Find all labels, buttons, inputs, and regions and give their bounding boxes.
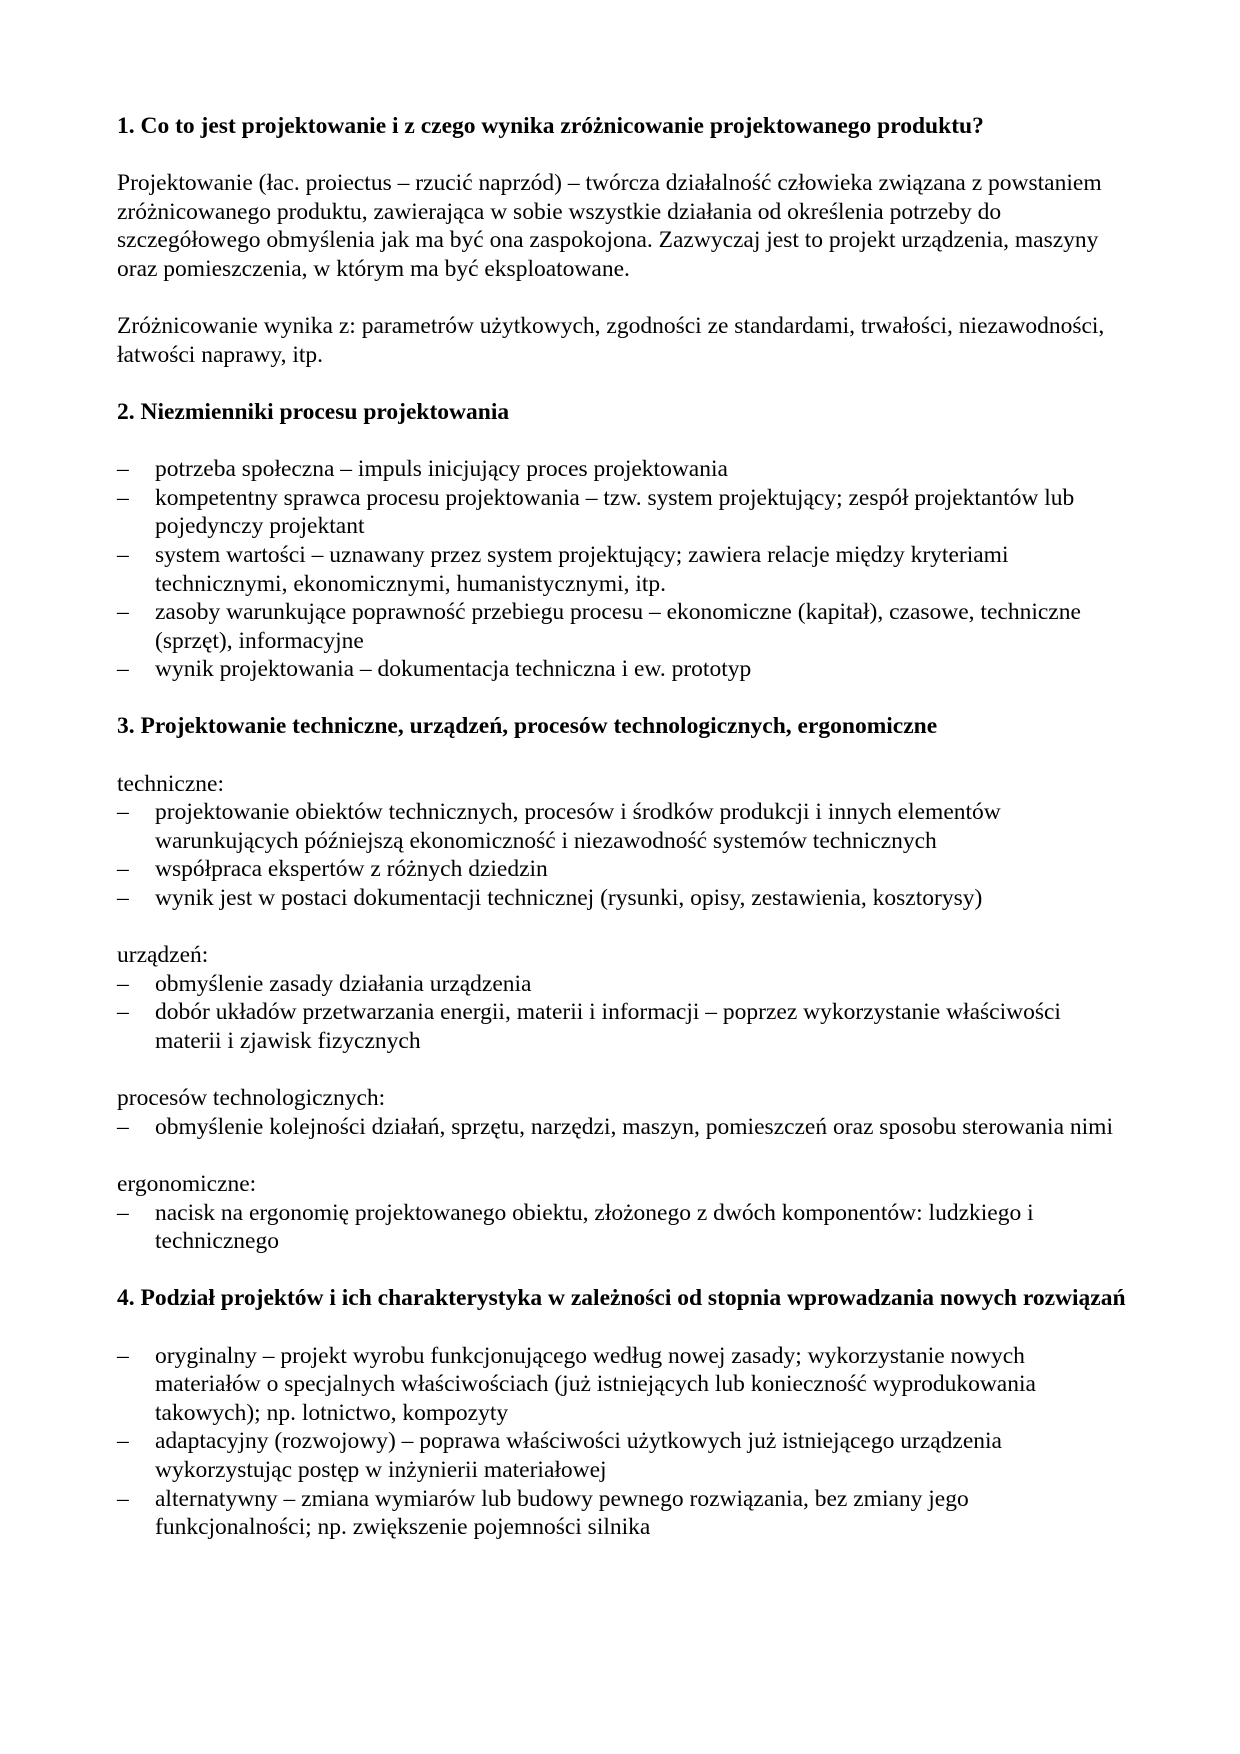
dash-bullet: – (117, 1113, 129, 1140)
list-item-text: wynik projektowania – dokumentacja techniczna i ew. prototyp (155, 656, 752, 683)
list-item-text: zasoby warunkujące poprawność przebiegu procesu – ekonomiczne (kapitał), czasowe, techniczne (sprzęt), informacyjne (155, 599, 1081, 654)
list-item-text: kompetentny sprawca procesu projektowania – tzw. system projektujący; zespół projektantów lub pojedynczy projektant (155, 484, 1075, 540)
dash-bullet: – (117, 1485, 129, 1512)
section-1-differentiation: Zróżnicowanie wynika z: parametrów użytkowych, zgodności ze standardami, trwałości, niezawodności, łatwości naprawy, itp. (117, 313, 1105, 368)
group-list-ergonomiczne (117, 1199, 1127, 1256)
list-item (117, 970, 1127, 999)
dash-bullet: – (117, 1342, 129, 1369)
list-item (117, 1199, 1127, 1256)
list-item-text: obmyślenie kolejności działań, sprzętu, narzędzi, maszyn, pomieszczeń oraz sposobu sterowania nimi (155, 1113, 1113, 1140)
list-item-text: dobór układów przetwarzania energii, materii i informacji – poprzez wykorzystanie właściwości materii i zjawisk fizycznych (155, 999, 1061, 1054)
section-4-list (117, 1342, 1127, 1542)
list-item-text: alternatywny – zmiana wymiarów lub budowy pewnego rozwiązania, bez zmiany jego funkcjonalności; np. zwiększenie pojemności silnika (155, 1485, 969, 1541)
group-label-ergonomiczne: ergonomiczne: (117, 1170, 257, 1197)
dash-bullet: – (117, 656, 129, 683)
list-item (117, 655, 1127, 684)
dash-bullet: – (117, 484, 129, 511)
group-label-urzadzen: urządzeń: (117, 942, 209, 969)
group-list-urzadzen (117, 970, 1127, 1056)
list-item (117, 1342, 1127, 1428)
list-item (117, 855, 1127, 884)
dash-bullet: – (117, 1199, 129, 1226)
section-4-heading: 4. Podział projektów i ich charakterystyka w zależności od stopnia wprowadzania nowych rozwiązań (117, 1285, 1126, 1312)
list-item-text: wynik jest w postaci dokumentacji technicznej (rysunki, opisy, zestawienia, kosztorysy) (155, 885, 983, 912)
list-item (117, 455, 1127, 484)
list-item-text: potrzeba społeczna – impuls inicjujący proces projektowania (155, 456, 728, 483)
list-item (117, 998, 1127, 1055)
dash-bullet: – (117, 799, 129, 826)
dash-bullet: – (117, 970, 129, 997)
list-item (117, 798, 1127, 855)
section-1-heading: 1. Co to jest projektowanie i z czego wynika zróżnicowanie projektowanego produktu? (117, 113, 984, 139)
section-3-heading: 3. Projektowanie techniczne, urządzeń, procesów technologicznych, ergonomiczne (117, 713, 938, 740)
dash-bullet: – (117, 999, 129, 1026)
list-item (117, 1427, 1127, 1484)
list-item (117, 598, 1127, 655)
list-item (117, 484, 1127, 541)
dash-bullet: – (117, 856, 129, 883)
list-item-text: obmyślenie zasady działania urządzenia (155, 970, 532, 997)
dash-bullet: – (117, 1428, 129, 1455)
list-item-text: system wartości – uznawany przez system projektujący; zawiera relacje między kryteriami technicznymi, ekonomicznymi, humanistycznymi, itp. (155, 541, 1009, 597)
list-item-text: projektowanie obiektów technicznych, procesów i środków produkcji i innych elementów warunkujących późniejszą ekonomiczność i niezawodność systemów technicznych (155, 799, 1001, 854)
dash-bullet: – (117, 541, 129, 568)
list-item (117, 884, 1127, 913)
document-body (117, 112, 1127, 1570)
list-item (117, 541, 1127, 598)
section-1-definition: Projektowanie (łac. proiectus – rzucić naprzód) – twórcza działalność człowieka związana z powstaniem zróżnicowanego produktu, zawierająca w sobie wszystkie działania od określenia potrzeby do szczegółowego obmyślenia jak ma być ona zaspokojona. Zazwyczaj jest to projekt urządzenia, maszyny oraz pomieszczenia, w którym ma być eksploatowane. (117, 170, 1102, 282)
group-label-techniczne: techniczne: (117, 770, 224, 797)
section-2-list (117, 455, 1127, 684)
dash-bullet: – (117, 599, 129, 626)
list-item-text: współpraca ekspertów z różnych dziedzin (155, 856, 548, 883)
list-item (117, 1113, 1127, 1142)
section-2-heading: 2. Niezmienniki procesu projektowania (117, 398, 510, 425)
dash-bullet: – (117, 885, 129, 912)
list-item-text: nacisk na ergonomię projektowanego obiektu, złożonego z dwóch komponentów: ludzkiego i technicznego (155, 1199, 1034, 1255)
group-list-techniczne (117, 798, 1127, 912)
dash-bullet: – (117, 456, 129, 483)
list-item-text: adaptacyjny (rozwojowy) – poprawa właściwości użytkowych już istniejącego urządzenia wykorzystując postęp w inżynierii materiałowej (155, 1428, 1002, 1483)
group-label-procesow: procesów technologicznych: (117, 1085, 386, 1112)
list-item-text: oryginalny – projekt wyrobu funkcjonującego według nowej zasady; wykorzystanie nowych materiałów o specjalnych właściwościach (już istniejących lub konieczność wyprodukowania takowych); np. lotnictwo, kompozyty (155, 1342, 1036, 1426)
group-list-procesow (117, 1113, 1127, 1142)
list-item (117, 1485, 1127, 1542)
